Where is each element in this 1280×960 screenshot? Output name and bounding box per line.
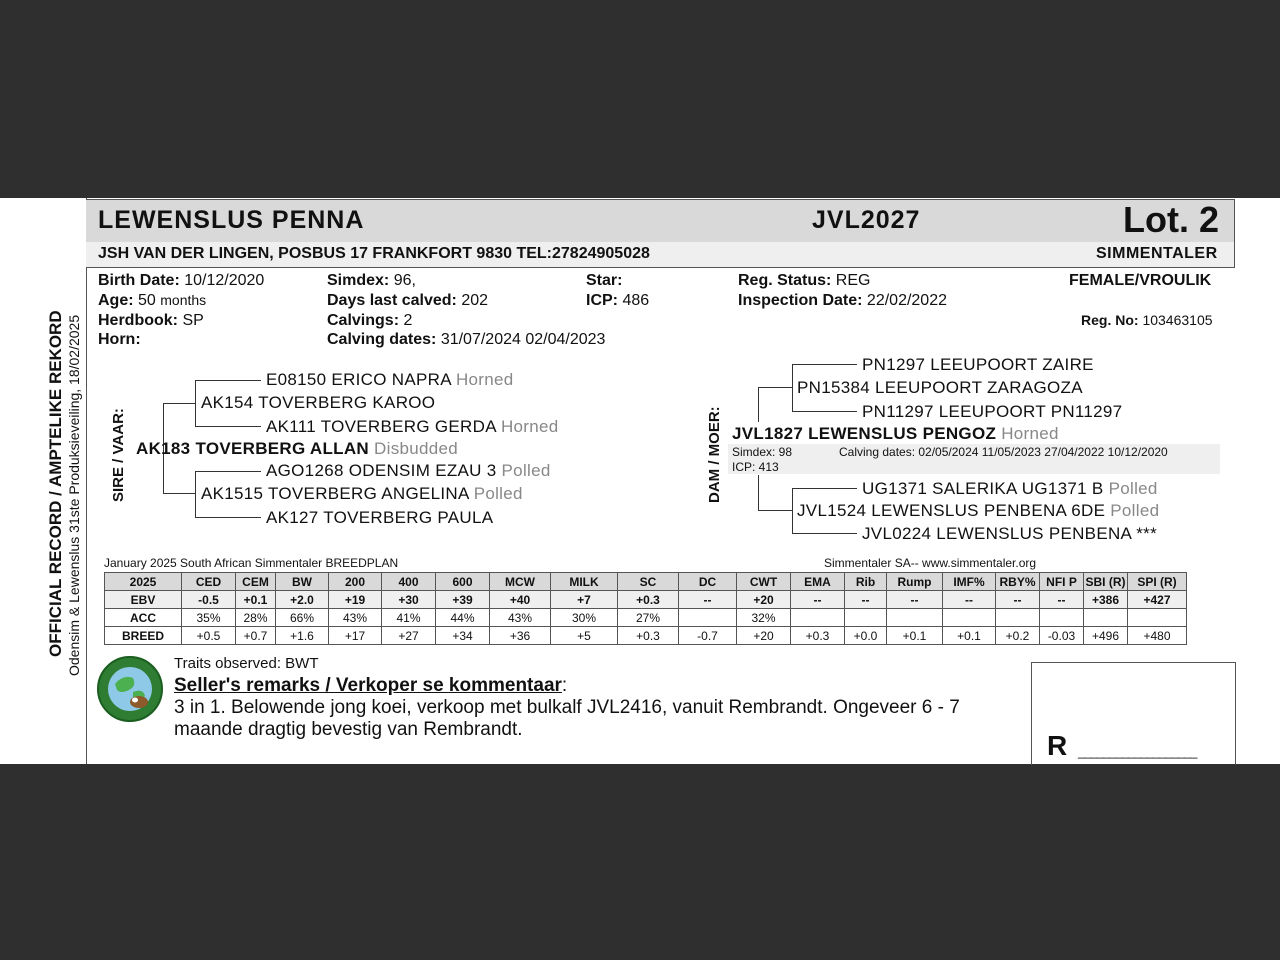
breedplan-cell-acc-2: 28% [236, 609, 276, 627]
owner-details: JSH VAN DER LINGEN, POSBUS 17 FRANKFORT 9830 TEL:27824905028 [98, 245, 650, 262]
breedplan-cell-ebv-10: -- [679, 591, 737, 609]
breedplan-cell-headers-9: SC [618, 573, 679, 591]
sire-name: AK183 TOVERBERG ALLAN Disbudded [136, 439, 459, 458]
breedplan-table [104, 572, 1187, 645]
breedplan-cell-breed-6: +34 [436, 627, 490, 645]
breedplan-cell-headers-18: SBI (R) [1085, 574, 1126, 589]
age: Age: 50 months [98, 292, 207, 309]
seller-remarks-line1: 3 in 1. Belowende jong koei, verkoop met bulkalf JVL2416, vanuit Rembrandt. Ongeveer 6 - 7 [174, 697, 960, 718]
breedplan-cell-breed-5: +27 [382, 627, 436, 645]
breedplan-cell-acc-8: 30% [551, 609, 618, 627]
breedplan-cell-breed-14: +0.1 [887, 627, 943, 645]
official-record-label: OFFICIAL RECORD / AMPTELIKE REKORD [46, 310, 65, 657]
breedplan-cell-acc-12 [791, 609, 845, 627]
dam-sire-dam: PN11297 LEEUPOORT PN11297 [862, 402, 1123, 421]
breedplan-cell-breed-12: +0.3 [791, 627, 845, 645]
breedplan-cell-acc-0: ACC [105, 609, 182, 627]
breedplan-cell-acc-7: 43% [490, 609, 551, 627]
breedplan-cell-headers-13: Rib [845, 573, 887, 591]
breedplan-header-row [105, 573, 1187, 591]
dam-dam: JVL1524 LEWENSLUS PENBENA 6DE Polled [797, 501, 1160, 520]
breedplan-cell-ebv-5: +30 [382, 591, 436, 609]
reg-status: Reg. Status: REG [738, 272, 871, 289]
dam-sire-sire: PN1297 LEEUPOORT ZAIRE [862, 355, 1094, 374]
breedplan-cell-headers-15: IMF% [943, 573, 996, 591]
breedplan-cell-breed-11: +20 [737, 627, 791, 645]
sire-sire-dam: AK111 TOVERBERG GERDA Horned [266, 417, 559, 436]
breedplan-cell-acc-19 [1128, 609, 1187, 627]
breedplan-cell-ebv-3: +2.0 [276, 591, 329, 609]
breedplan-ebv-row [105, 591, 1187, 609]
dam-icp: ICP: 413 [732, 460, 779, 474]
breedplan-cell-breed-7: +36 [490, 627, 551, 645]
dam-label: DAM / MOER: [706, 406, 723, 503]
breedplan-cell-breed-13: +0.0 [845, 627, 887, 645]
breedplan-cell-breed-1: +0.5 [182, 627, 236, 645]
dam-name: JVL1827 LEWENSLUS PENGOZ Horned [732, 424, 1059, 443]
breedplan-cell-headers-12: EMA [791, 573, 845, 591]
breedplan-cell-breed-4: +17 [329, 627, 382, 645]
calvings: Calvings: 2 [327, 312, 413, 329]
dam-dam-sire: UG1371 SALERIKA UG1371 B Polled [862, 479, 1158, 498]
breedplan-cell-breed-15: +0.1 [943, 627, 996, 645]
breedplan-cell-ebv-15: -- [943, 591, 996, 609]
breedplan-cell-breed-19: +480 [1128, 627, 1187, 645]
sire-sire: AK154 TOVERBERG KAROO [201, 393, 436, 412]
breedplan-cell-acc-1: 35% [182, 609, 236, 627]
breedplan-cell-acc-10 [679, 609, 737, 627]
breedplan-breed-row [105, 627, 1187, 645]
breedplan-cell-acc-5: 41% [382, 609, 436, 627]
breedplan-cell-headers-5: 400 [382, 573, 436, 591]
calving-dates: Calving dates: 31/07/2024 02/04/2023 [327, 331, 606, 348]
breedplan-cell-acc-9: 27% [618, 609, 679, 627]
breedplan-cell-acc-16 [996, 609, 1040, 627]
price-blank[interactable]: ___________________ [1078, 744, 1197, 759]
dam-sire: PN15384 LEEUPOORT ZARAGOZA [797, 378, 1083, 397]
price-currency: R [1047, 730, 1068, 761]
simdex: Simdex: 96, [327, 272, 416, 289]
breedplan-cell-headers-7: MCW [490, 573, 551, 591]
breedplan-cell-ebv-7: +40 [490, 591, 551, 609]
breedplan-cell-breed-8: +5 [551, 627, 618, 645]
breedplan-cell-ebv-9: +0.3 [618, 591, 679, 609]
breedplan-cell-breed-2: +0.7 [236, 627, 276, 645]
breedplan-cell-ebv-18: +386 [1084, 591, 1128, 609]
breedplan-cell-breed-10: -0.7 [679, 627, 737, 645]
breedplan-cell-acc-4: 43% [329, 609, 382, 627]
reg-no: Reg. No: 103463105 [1081, 312, 1213, 328]
lot-number: Lot. 2 [1123, 199, 1219, 240]
days-last-calved: Days last calved: 202 [327, 292, 489, 309]
breedplan-cell-headers-0: 2025 [105, 573, 182, 591]
breedplan-cell-headers-16: RBY% [996, 573, 1040, 591]
star: Star: [586, 272, 623, 289]
dam-simdex: Simdex: 98 [732, 445, 793, 459]
breedplan-cell-headers-4: 200 [329, 573, 382, 591]
breedplan-cell-ebv-8: +7 [551, 591, 618, 609]
simmentaler-globe-logo-icon [97, 656, 163, 722]
breedplan-cell-ebv-17: -- [1040, 591, 1084, 609]
animal-id: JVL2027 [812, 206, 921, 234]
breedplan-cell-headers-11: CWT [737, 573, 791, 591]
breedplan-cell-ebv-2: +0.1 [236, 591, 276, 609]
breedplan-cell-acc-14 [887, 609, 943, 627]
breedplan-cell-breed-18: +496 [1084, 627, 1128, 645]
breedplan-site: Simmentaler SA-- www.simmentaler.org [824, 556, 1037, 570]
breedplan-cell-acc-6: 44% [436, 609, 490, 627]
sex: FEMALE/VROULIK [1069, 272, 1212, 289]
sire-label: SIRE / VAAR: [110, 408, 127, 502]
breedplan-cell-ebv-12: -- [791, 591, 845, 609]
sire-dam-sire: AGO1268 ODENSIM EZAU 3 Polled [266, 461, 551, 480]
breedplan-cell-breed-9: +0.3 [618, 627, 679, 645]
horn: Horn: [98, 331, 141, 348]
breedplan-cell-ebv-6: +39 [436, 591, 490, 609]
breedplan-title: January 2025 South African Simmentaler BREEDPLAN [104, 556, 399, 570]
sire-dam-dam: AK127 TOVERBERG PAULA [266, 508, 494, 527]
breedplan-cell-acc-11: 32% [737, 609, 791, 627]
breedplan-cell-headers-3: BW [276, 573, 329, 591]
inspection-date: Inspection Date: 22/02/2022 [738, 292, 947, 309]
breedplan-cell-ebv-16: -- [996, 591, 1040, 609]
breedplan-cell-ebv-1: -0.5 [182, 591, 236, 609]
breedplan-cell-headers-19: SPI (R) [1128, 573, 1187, 591]
sire-dam: AK1515 TOVERBERG ANGELINA Polled [201, 484, 523, 503]
breedplan-cell-headers-10: DC [679, 573, 737, 591]
seller-remarks-title: Seller's remarks / Verkoper se kommentaar: [174, 675, 568, 696]
breedplan-cell-acc-15 [943, 609, 996, 627]
herdbook: Herdbook: SP [98, 312, 204, 329]
dam-dam-dam: JVL0224 LEWENSLUS PENBENA *** [862, 524, 1158, 543]
breedplan-cell-ebv-11: +20 [737, 591, 791, 609]
sire-sire-sire: E08150 ERICO NAPRA Horned [266, 370, 514, 389]
animal-name: LEWENSLUS PENNA [98, 206, 365, 234]
breedplan-cell-headers-2: CEM [236, 573, 276, 591]
breedplan-cell-ebv-19: +427 [1128, 591, 1187, 609]
breedplan-cell-ebv-0: EBV [105, 591, 182, 609]
breedplan-cell-ebv-14: -- [887, 591, 943, 609]
seller-remarks-line2: maande dragtig bevestig van Rembrandt. [174, 719, 523, 740]
dam-calving-dates: Calving dates: 02/05/2024 11/05/2023 27/04/2022 10/12/2020 [839, 445, 1168, 459]
breed-name: SIMMENTALER [1096, 245, 1218, 262]
breedplan-cell-headers-8: MILK [551, 573, 618, 591]
breedplan-cell-acc-17 [1040, 609, 1084, 627]
breedplan-cell-headers-1: CED [182, 573, 236, 591]
breedplan-cell-acc-18 [1084, 609, 1128, 627]
breedplan-cell-headers-6: 600 [436, 573, 490, 591]
breedplan-acc-row [105, 609, 1187, 627]
breedplan-cell-breed-0: BREED [105, 627, 182, 645]
breedplan-cell-acc-13 [845, 609, 887, 627]
breedplan-cell-headers-17: NFI P [1040, 573, 1084, 591]
traits-observed: Traits observed: BWT [174, 655, 319, 672]
breedplan-cell-headers-14: Rump [887, 573, 943, 591]
birth-date: Birth Date: 10/12/2020 [98, 272, 265, 289]
breedplan-cell-ebv-4: +19 [329, 591, 382, 609]
sale-name-label: Odensim & Lewenslus 31ste Produksieveiling, 18/02/2025 [66, 314, 82, 676]
breedplan-cell-acc-3: 66% [276, 609, 329, 627]
breedplan-cell-breed-17: -0.03 [1040, 627, 1084, 645]
breedplan-cell-breed-3: +1.6 [276, 627, 329, 645]
breedplan-cell-breed-16: +0.2 [996, 627, 1040, 645]
icp: ICP: 486 [586, 292, 650, 309]
breedplan-cell-ebv-13: -- [845, 591, 887, 609]
